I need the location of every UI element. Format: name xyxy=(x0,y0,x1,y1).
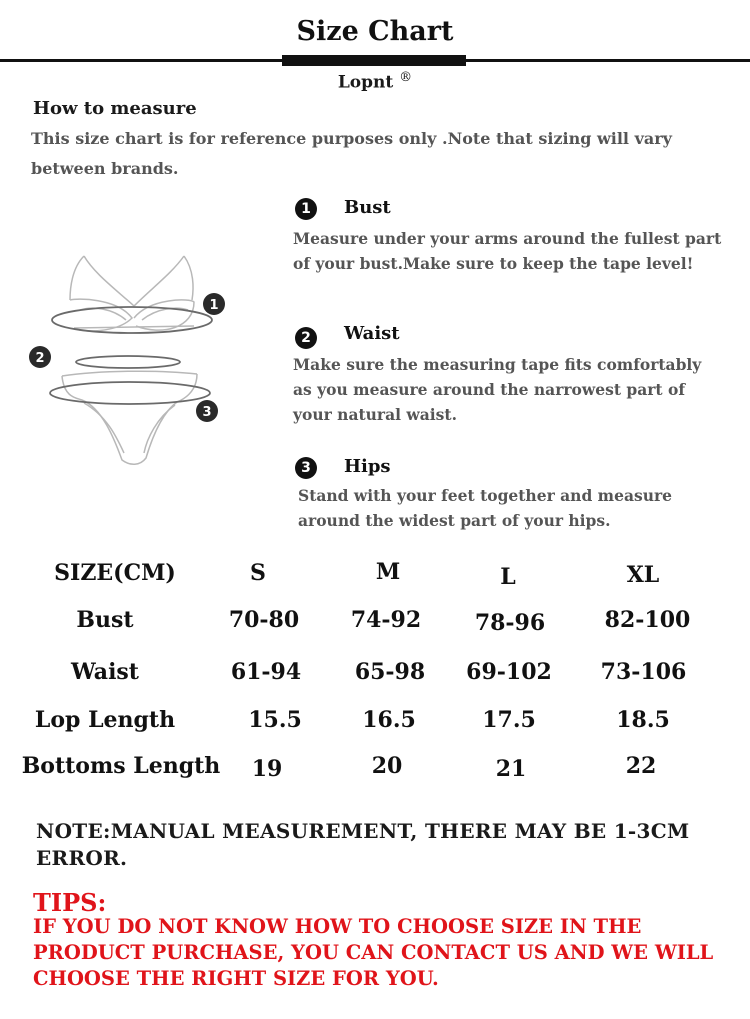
marker-1: 1 xyxy=(209,298,219,313)
bottoms-length-s: 19 xyxy=(251,756,283,782)
size-header-l: L xyxy=(500,564,516,590)
waist-description: Make sure the measuring tape fits comfortably as you measure around the narrowest part of your natural waist. xyxy=(293,355,702,424)
bust-heading: Bust xyxy=(344,197,391,218)
bottoms-length-m: 20 xyxy=(371,753,403,779)
header-divider-accent xyxy=(282,55,466,66)
tips-text: IF YOU DO NOT KNOW HOW TO CHOOSE SIZE IN THE PRODUCT PURCHASE, YOU CAN CONTACT US AND WE WILL CHOOSE THE RIGHT SIZE FOR YOU. xyxy=(33,915,714,990)
bust-m: 74-92 xyxy=(350,607,422,633)
size-header-xl: XL xyxy=(626,562,660,588)
size-header-s: S xyxy=(250,560,266,586)
waist-heading: Waist xyxy=(344,323,400,344)
hips-number-icon: 3 xyxy=(295,457,317,479)
size-header-m: M xyxy=(375,559,401,585)
waist-l: 69-102 xyxy=(466,659,552,685)
lop-length-xl: 18.5 xyxy=(616,707,670,733)
bikini-diagram xyxy=(22,248,242,473)
row-label-bottoms-length: Bottoms Length xyxy=(21,753,221,779)
measurement-illustration xyxy=(22,248,242,473)
size-header-label: SIZE(CM) xyxy=(54,560,176,586)
row-label-bust: Bust xyxy=(76,607,134,633)
brand-name xyxy=(0,70,750,93)
registered-mark: ® xyxy=(399,70,413,85)
marker-3: 3 xyxy=(202,405,212,420)
measurement-note: NOTE:MANUAL MEASUREMENT, THERE MAY BE 1-3CM ERROR. xyxy=(36,819,690,870)
bust-number-icon: 1 xyxy=(295,198,317,220)
waist-s: 61-94 xyxy=(230,659,302,685)
bust-l: 78-96 xyxy=(474,610,546,636)
waist-m: 65-98 xyxy=(354,659,426,685)
waist-xl: 73-106 xyxy=(600,659,687,685)
bottoms-length-xl: 22 xyxy=(625,753,657,779)
hips-heading: Hips xyxy=(344,456,391,477)
hips-description: Stand with your feet together and measure around the widest part of your hips. xyxy=(298,486,673,530)
lop-length-m: 16.5 xyxy=(362,707,416,733)
bust-xl: 82-100 xyxy=(604,607,691,633)
lop-length-s: 15.5 xyxy=(248,707,302,733)
page-title: Size Chart xyxy=(296,16,454,47)
row-label-waist: Waist xyxy=(71,659,139,685)
row-label-lop-length: Lop Length xyxy=(34,707,176,733)
tips-label: TIPS: xyxy=(33,888,107,917)
bust-s: 70-80 xyxy=(228,607,300,633)
waist-number-icon: 2 xyxy=(295,327,317,349)
brand-label: Lopnt xyxy=(337,72,394,93)
marker-2: 2 xyxy=(35,351,45,366)
bottoms-length-l: 21 xyxy=(495,756,527,782)
lop-length-l: 17.5 xyxy=(482,707,536,733)
intro-text: This size chart is for reference purposes only .Note that sizing will vary between brands. xyxy=(31,129,672,178)
bust-description: Measure under your arms around the fullest part of your bust.Make sure to keep the tape level! xyxy=(293,229,722,273)
how-to-measure-heading: How to measure xyxy=(33,98,197,119)
